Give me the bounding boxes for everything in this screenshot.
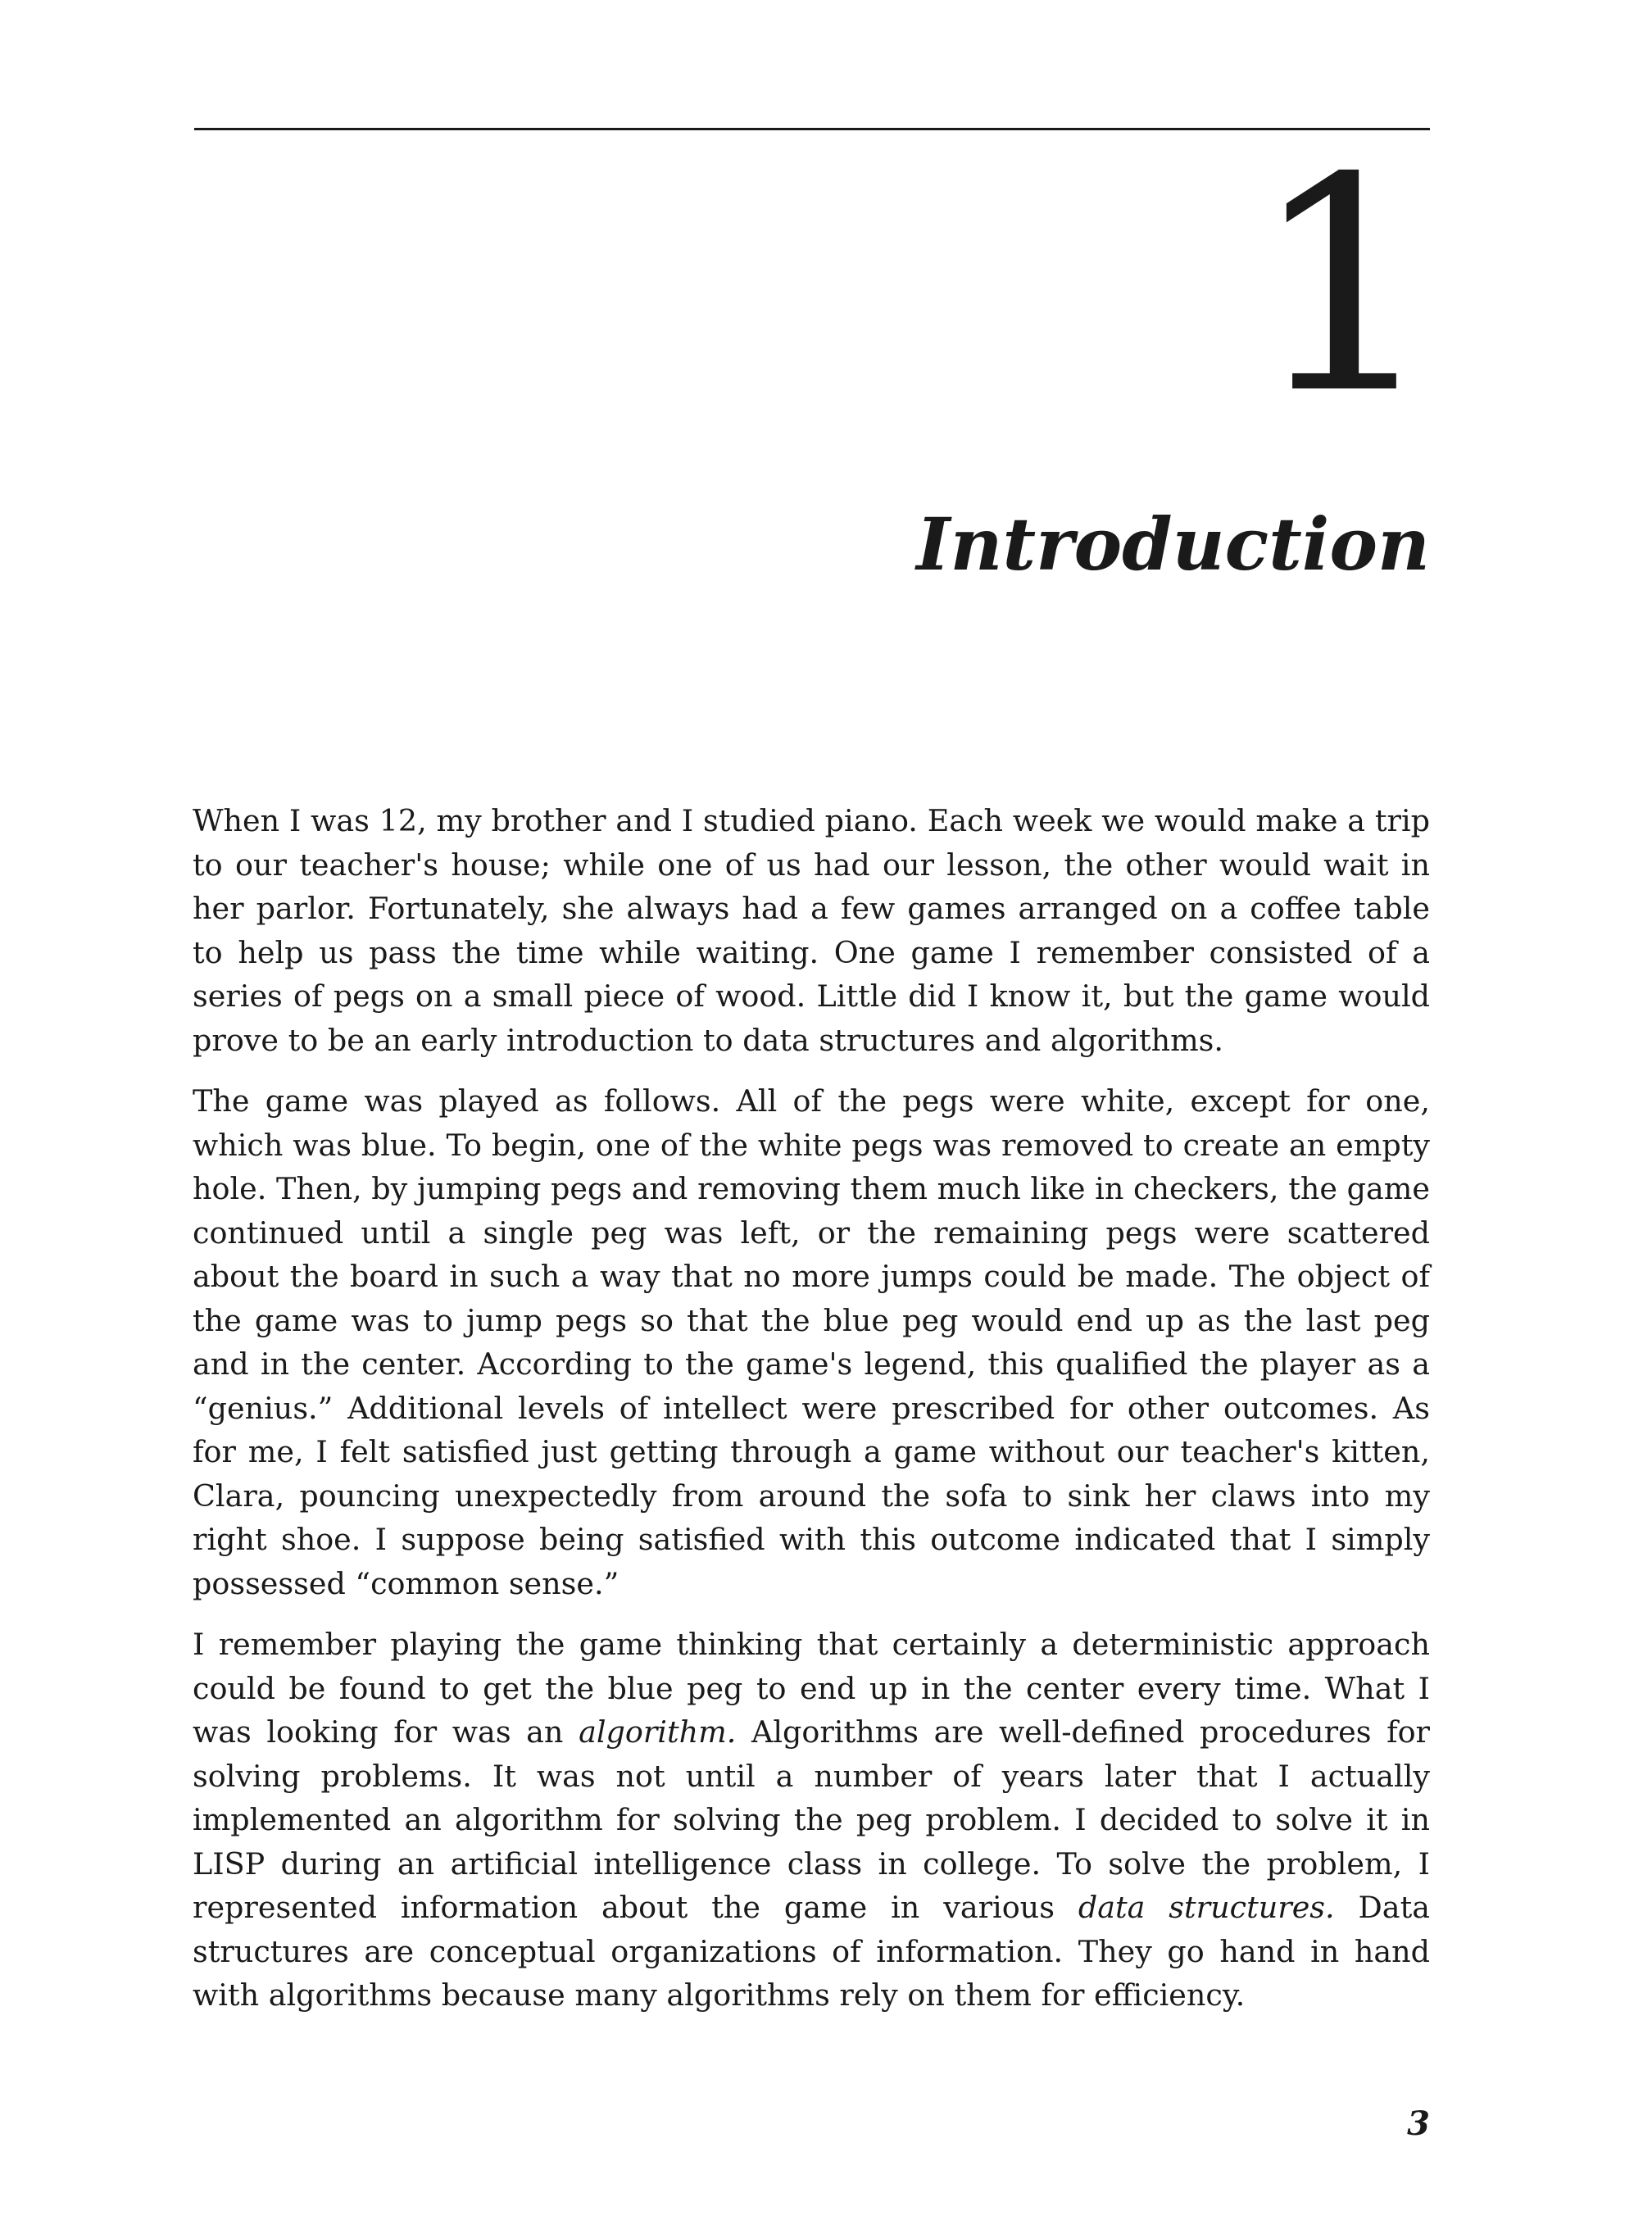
page-number: 3 [1407, 2104, 1430, 2143]
term-algorithm: algorithm. [579, 1714, 737, 1750]
paragraph-1: When I was 12, my brother and I studied piano. Each week we would make a trip to our teacher's house; while one of us had our lesson, the other would wait in her parlor. Fortunately, she always had a few games arranged on a coffee table to help us pass the time while waiting. One game I remember consisted of a series of pegs on a small piece of wood. Little did I know it, but the game would prove to be an early introduction to data structures and algorithms. [193, 803, 1430, 1058]
paragraph-3 [193, 1623, 1430, 2018]
chapter-title: Introduction [916, 502, 1430, 587]
paragraph-3-text-1: I remember playing the game thinking that certainly a deterministic approach could be found to get the blue peg to end up in the center every time. What I was looking for was an [193, 1627, 1430, 1750]
paragraph-2: The game was played as follows. All of the pegs were white, except for one, which was blue. To begin, one of the white pegs was removed to create an empty hole. Then, by jumping pegs and removing them much like in checkers, the game continued until a single peg was left, or the remaining pegs were scattered about the board in such a way that no more jumps could be made. The object of the game was to jump pegs so that the blue peg would end up as the last peg and in the center. According to the game's legend, this qualified the player as a “genius.” Additional levels of intellect were prescribed for other outcomes. As for me, I felt satisfied just getting through a game without our teacher's kitten, Clara, pouncing unexpectedly from around the sofa to sink her claws into my right shoe. I suppose being satisfied with this outcome indicated that I simply possessed “common sense.” [193, 1083, 1430, 1601]
term-data-structures: data structures. [1078, 1890, 1335, 1925]
body-text [193, 799, 1430, 2035]
top-rule [194, 128, 1430, 130]
paragraph-3-text-2: Algorithms are well-defined procedures for solving problems. It was not until a number of years later that I actually implemented an algorithm for solving the peg problem. I decided to solve it in LISP during an artificial intelligence class in college. To solve the problem, I represented information about the game in various [193, 1714, 1430, 1925]
paragraph-3-text-3: Data structures are conceptual organizations of information. They go hand in hand with algorithms because many algorithms rely on them for efficiency. [193, 1890, 1430, 2013]
chapter-number: 1 [1250, 115, 1430, 458]
